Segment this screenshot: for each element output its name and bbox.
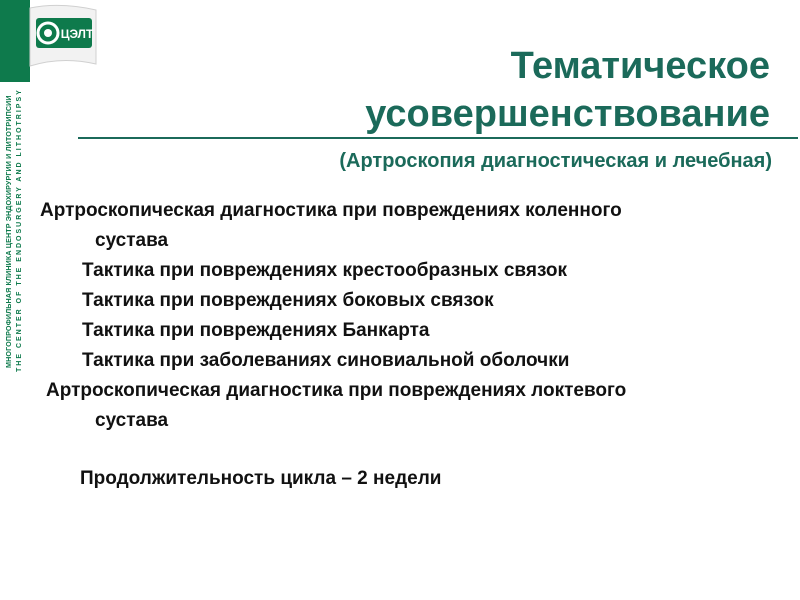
sub-item: Тактика при повреждениях крестообразных связок [82, 260, 568, 281]
title-line-1: Тематическое [510, 45, 770, 87]
list-item-text: Артроскопическая диагностика при повреждениях коленного [40, 200, 622, 221]
sub-item: Тактика при повреждениях Банкарта [82, 320, 430, 341]
logo-strip [0, 0, 94, 378]
title-line-2: усовершенствование [365, 93, 770, 135]
clinic-logo-icon [0, 0, 100, 82]
cycle-duration: Продолжительность цикла – 2 недели [80, 468, 442, 489]
list-item-elbow [40, 376, 760, 436]
content-list [40, 196, 760, 494]
title-divider [78, 137, 798, 139]
sub-item: Тактика при повреждениях боковых связок [82, 290, 494, 311]
list-item-text-cont: сустава [95, 230, 169, 251]
clinic-name-en: THE CENTER OF THE ENDOSURGERY AND LITHOTRIPSY [16, 88, 23, 372]
page-title [210, 42, 770, 138]
list-item-text: Артроскопическая диагностика при повреждениях локтевого [46, 380, 627, 401]
page-subtitle: (Артроскопия диагностическая и лечебная) [339, 150, 772, 172]
sub-item: Тактика при заболеваниях синовиальной оболочки [82, 350, 570, 371]
clinic-name-ru: МНОГОПРОФИЛЬНАЯ КЛИНИКА ЦЕНТР ЭНДОХИРУРГИИ И ЛИТОТРИПСИИ [4, 95, 13, 368]
logo-badge-text: ЦЭЛТ [60, 27, 94, 41]
list-item-text-cont: сустава [95, 410, 169, 431]
list-item-knee [40, 196, 760, 256]
